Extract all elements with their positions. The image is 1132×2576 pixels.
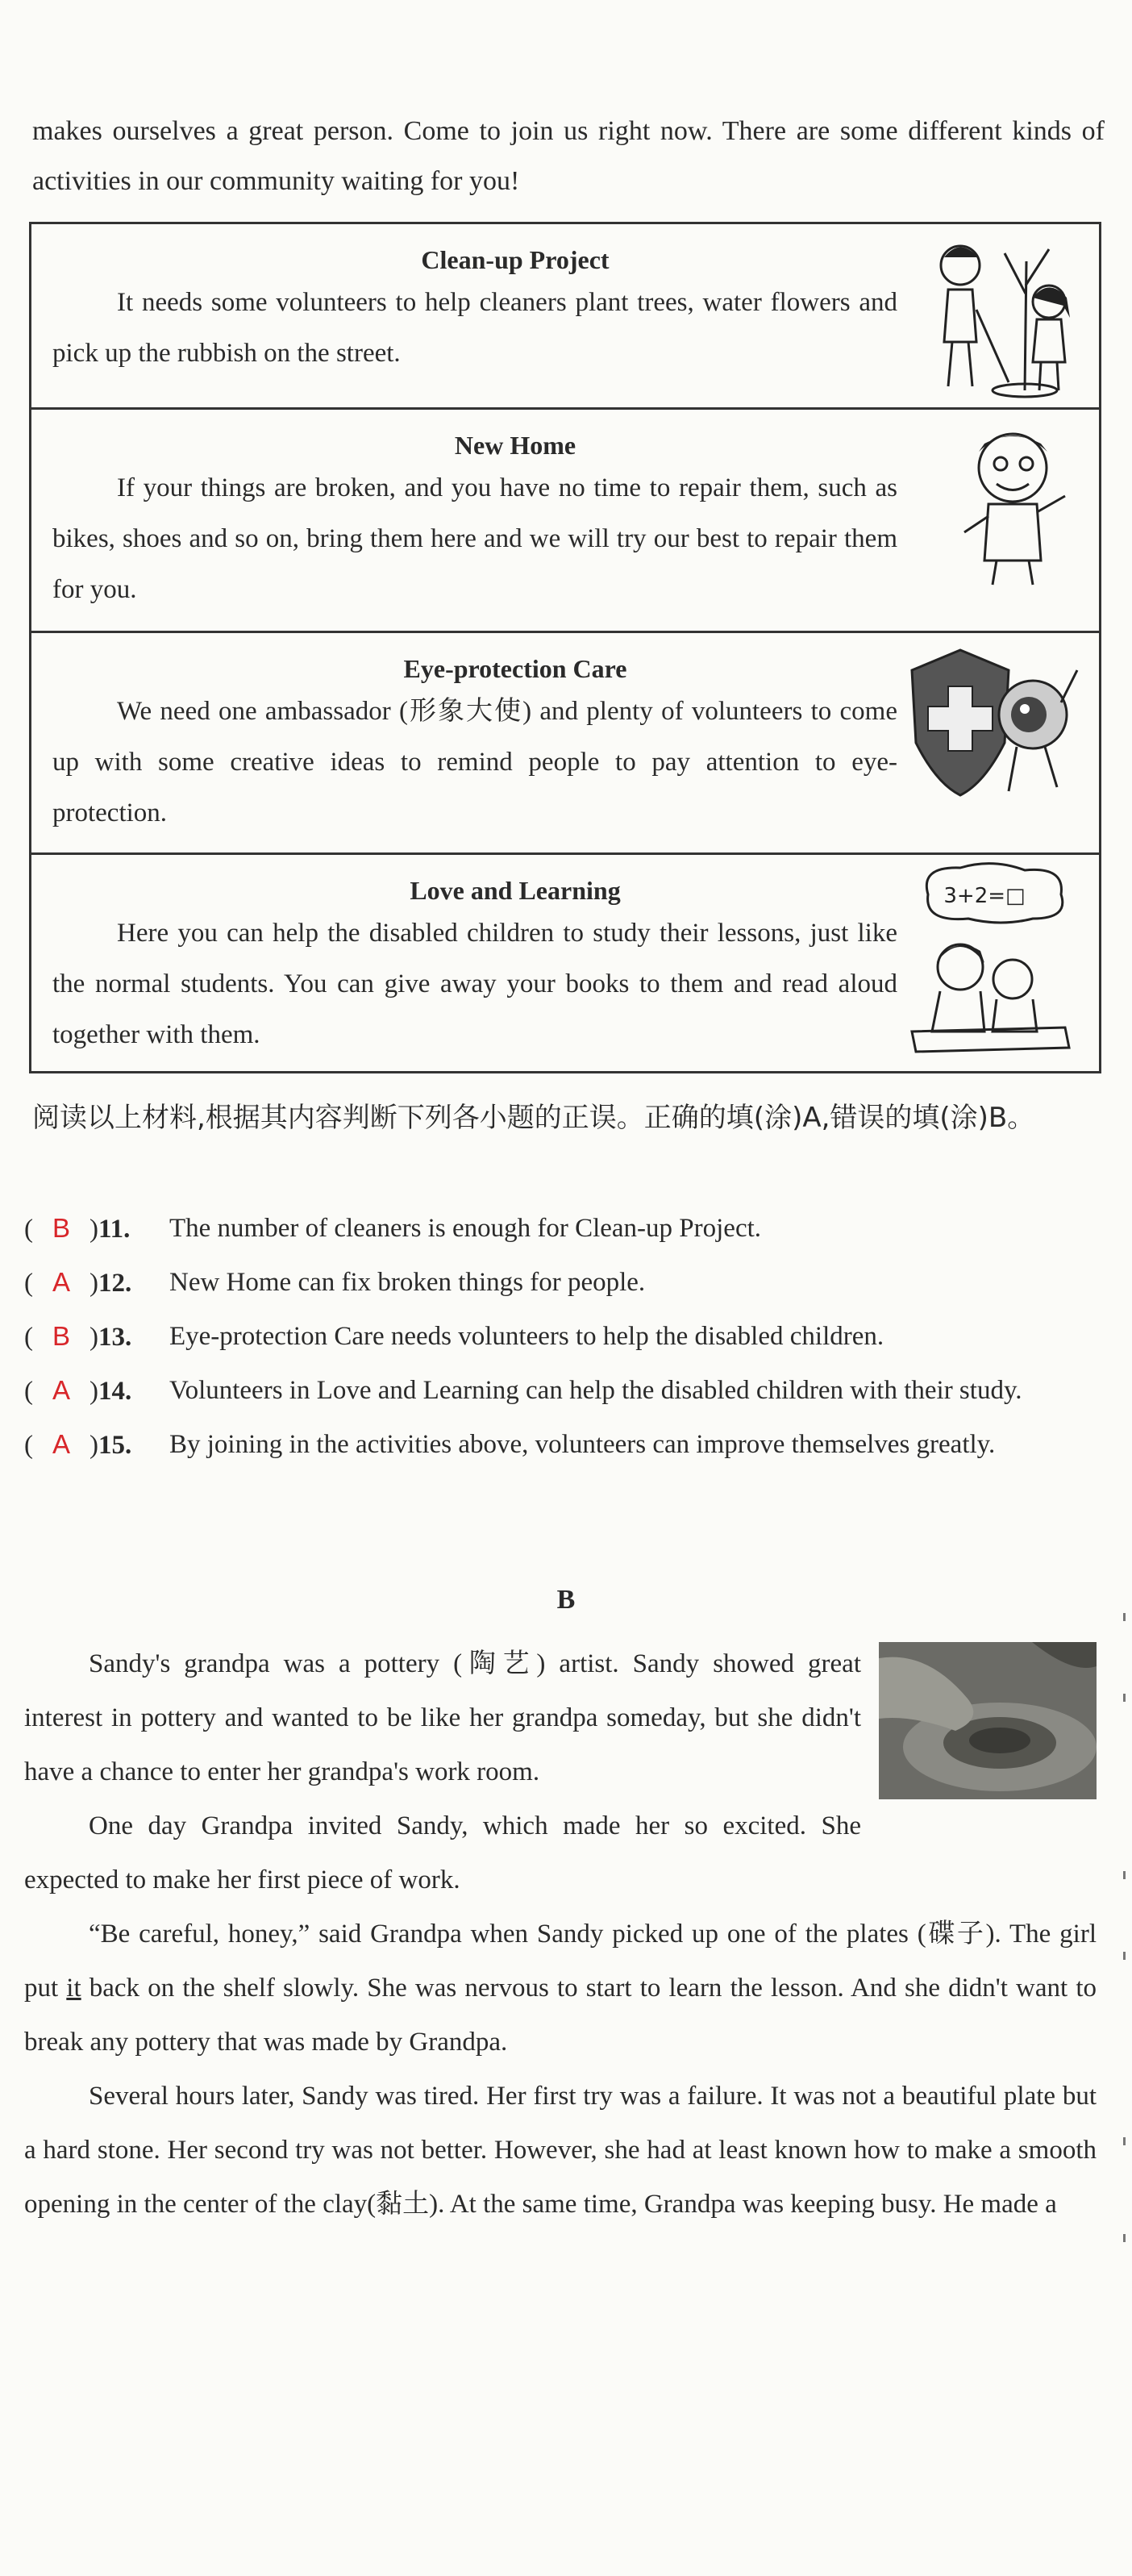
activity-clean-up: [31, 224, 1099, 410]
math-bubble-text: 3+2=□: [943, 884, 1026, 908]
question-text: By joining in the activities above, volunteers can improve themselves greatly.: [169, 1430, 996, 1459]
answer-slot: ( B )11.: [24, 1202, 169, 1256]
question-12: [24, 1256, 1109, 1310]
activity-text: It needs some volunteers to help cleaners plant trees, water flowers and pick up the rubbish on the street.: [52, 288, 897, 368]
activity-title: Clean-up Project: [421, 245, 610, 274]
eye-shield-illustration: [896, 638, 1081, 815]
answer-mark: A: [52, 1429, 70, 1459]
activities-table: [29, 222, 1101, 1073]
answer-slot: ( A )15.: [24, 1418, 169, 1472]
passage-paragraph: Sandy's grandpa was a pottery (陶艺) artist. Sandy showed great interest in pottery and wanted to be like her grandpa someday, but she didn't have a chance to enter her grandpa's work room.: [24, 1649, 861, 1786]
question-15: [24, 1418, 1109, 1472]
question-11: [24, 1202, 1109, 1256]
activity-new-home: [31, 410, 1099, 633]
answer-slot: ( A )14.: [24, 1364, 169, 1418]
children-studying-illustration: [904, 858, 1081, 1056]
answer-mark: A: [52, 1267, 70, 1297]
answer-mark: A: [52, 1375, 70, 1405]
page-edge-marks: [1122, 1605, 1127, 2444]
instruction-text: 阅读以上材料,根据其内容判断下列各小题的正误。正确的填(涂)A,错误的填(涂)B。: [32, 1102, 1035, 1134]
kids-planting-tree-illustration: [920, 229, 1081, 402]
activity-text: Here you can help the disabled children to study their lessons, just like the normal students. You can give away your books to them and read aloud together with them.: [52, 919, 897, 1049]
question-number: 15.: [98, 1431, 132, 1460]
section-heading-b: B: [556, 1585, 576, 1615]
answer-slot: ( B )13.: [24, 1310, 169, 1364]
question-number: 12.: [98, 1269, 132, 1298]
question-13: [24, 1310, 1109, 1364]
activity-text: If your things are broken, and you have no time to repair them, such as bikes, shoes and so on, bring them here and we will try our best to repair them for you.: [52, 473, 897, 604]
question-text: Eye-protection Care needs volunteers to help the disabled children.: [169, 1322, 884, 1351]
passage-paragraph: Several hours later, Sandy was tired. Her first try was a failure. It was not a beautiful plate but a hard stone. Her second try was not better. However, she had at least known how to make a smooth opening in the center of the clay(黏土). At the same time, Grandpa was keeping busy. He made a: [24, 2082, 1097, 2219]
question-number: 11.: [98, 1215, 131, 1244]
intro-paragraph: makes ourselves a great person. Come to join us right now. There are some different kinds of activities in our community waiting for you!: [32, 116, 1105, 196]
activity-love-learning: [31, 855, 1099, 1071]
repairman-illustration: [952, 419, 1081, 593]
activity-title: Love and Learning: [410, 876, 621, 905]
question-14: [24, 1364, 1109, 1418]
activity-text: We need one ambassador (形象大使) and plenty of volunteers to come up with some creative ideas to remind people to pay attention to eye-protection.: [52, 697, 897, 827]
passage-paragraph: “Be careful, honey,” said Grandpa when Sandy picked up one of the plates (碟子). The girl put it back on the shelf slowly. She was nervous to start to learn the lesson. And she didn't want to break any pottery that was made by Grandpa.: [24, 1919, 1097, 2057]
answer-mark: B: [52, 1321, 70, 1351]
activity-title: Eye-protection Care: [403, 654, 627, 683]
passage-paragraph: One day Grandpa invited Sandy, which made her so excited. She expected to make her first piece of work.: [24, 1811, 861, 1894]
reading-passage-b: [24, 1637, 1097, 2232]
question-list: [24, 1202, 1109, 1472]
activity-title: New Home: [454, 431, 576, 460]
underlined-word: it: [66, 1974, 81, 2003]
question-number: 14.: [98, 1377, 132, 1406]
activity-eye-protection: [31, 633, 1099, 855]
answer-slot: ( A )12.: [24, 1256, 169, 1310]
question-number: 13.: [98, 1323, 132, 1352]
question-text: The number of cleaners is enough for Clean-up Project.: [169, 1214, 762, 1243]
pottery-wheel-photo: [879, 1642, 1097, 1799]
answer-mark: B: [52, 1213, 70, 1243]
question-text: Volunteers in Love and Learning can help the disabled children with their study.: [169, 1376, 1022, 1405]
question-text: New Home can fix broken things for people.: [169, 1268, 646, 1297]
